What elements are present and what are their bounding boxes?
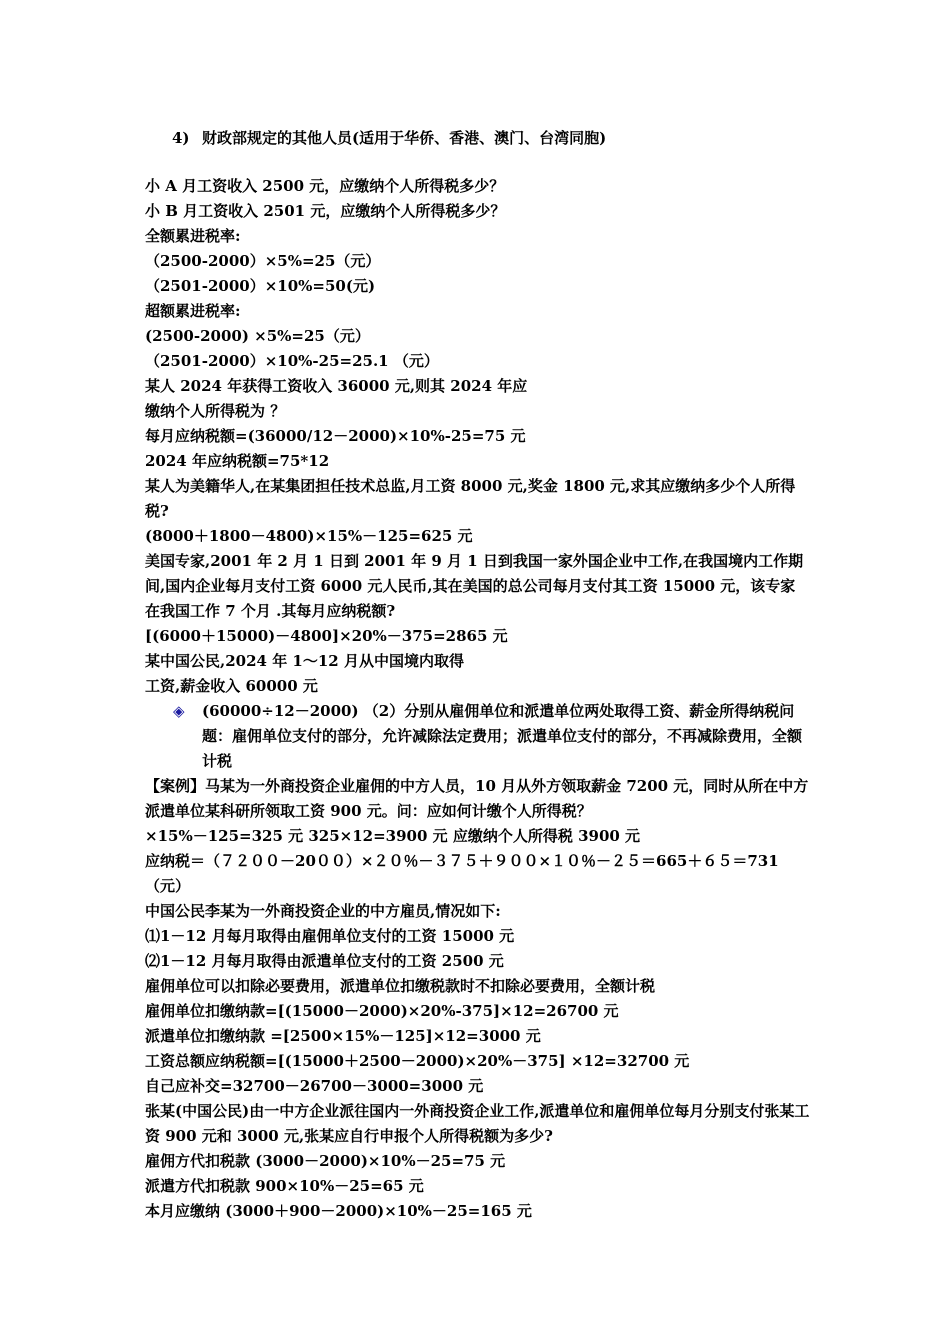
paragraph-american-expert: 美国专家,2001 年 2 月 1 日到 2001 年 9 月 1 日到我国一家外国企业中工作,在我国境内工作期间,国内企业每月支付工资 6000 元人民币,其在美国的总公司每月支付其工资 15000 元，该专家在我国工作 7 个月 .其每月应纳税额? xyxy=(145,552,804,620)
paragraph-case: 【案例】马某为一外商投资企业雇佣的中方人员，10 月从外方领取薪金 7200 元，同时从所在中方派遣单位某科研所领取工资 900 元。问：应如何计缴个人所得税？ xyxy=(145,777,809,820)
bullet-text: (60000÷12－2000) （2）分别从雇佣单位和派遣单位两处取得工资、薪金所得纳税问题：雇佣单位支付的部分，允许减除法定费用；派遣单位支付的部分，不再减除费用，全额计税 xyxy=(202,702,803,770)
text-line: （2501-2000）×10%-25=25.1 （元） xyxy=(145,352,439,370)
paragraph-tax-calc: 应纳税＝（７２００－20００）×２０％－３７５＋９００×１０％－２５＝665＋６５＝731（元） xyxy=(145,852,779,895)
text-line: 每月应纳税额=(36000/12－2000)×10%-25=75 元 xyxy=(145,427,526,445)
text-line: (8000＋1800－4800)×15%－125=625 元 xyxy=(145,527,473,545)
text-line: 中国公民李某为一外商投资企业的中方雇员,情况如下: xyxy=(145,902,501,920)
text-line: （2500-2000）×5%=25（元） xyxy=(145,252,381,270)
paragraph-american-director: 某人为美籍华人,在某集团担任技术总监,月工资 8000 元,奖金 1800 元,求其应缴纳多少个人所得税? xyxy=(145,477,796,520)
text-line: 派遣方代扣税款 900×10%－25=65 元 xyxy=(145,1177,424,1195)
text-line: (2500-2000) ×5%=25（元） xyxy=(145,327,370,345)
text-line: 工资,薪金收入 60000 元 xyxy=(145,677,318,695)
text-line: 派遣单位扣缴纳款 =[2500×15%－125]×12=3000 元 xyxy=(145,1027,541,1045)
text-line: 全额累进税率: xyxy=(145,227,241,245)
text-line: 2024 年应纳税额=75*12 xyxy=(145,452,330,470)
heading-text: 财政部规定的其他人员(适用于华侨、香港、澳门、台湾同胞) xyxy=(202,129,607,147)
text-line: 雇佣方代扣税款 (3000－2000)×10%－25=75 元 xyxy=(145,1152,506,1170)
document-body xyxy=(145,174,810,1224)
section-heading xyxy=(172,126,606,150)
text-line: 某中国公民,2024 年 1～12 月从中国境内取得 xyxy=(145,652,464,670)
text-line: 工资总额应纳税额=[(15000＋2500－2000)×20%－375] ×12=32700 元 xyxy=(145,1052,690,1070)
text-line: 某人 2024 年获得工资收入 36000 元,则其 2024 年应 xyxy=(145,377,528,395)
text-line: ⑴1－12 月每月取得由雇佣单位支付的工资 15000 元 xyxy=(145,927,515,945)
text-line: 小 B 月工资收入 2501 元，应缴纳个人所得税多少？ xyxy=(145,202,506,220)
heading-number: 4) xyxy=(172,129,190,147)
text-line: 缴纳个人所得税为 ？ xyxy=(145,402,286,420)
bullet-item xyxy=(145,699,810,774)
text-line: 雇佣单位扣缴纳款=[(15000－2000)×20%-375]×12=26700 元 xyxy=(145,1002,619,1020)
text-line: 雇佣单位可以扣除必要费用，派遣单位扣缴税款时不扣除必要费用，全额计税 xyxy=(145,977,656,995)
text-line: 自己应补交=32700－26700－3000=3000 元 xyxy=(145,1077,484,1095)
text-line: [(6000＋15000)－4800]×20%－375=2865 元 xyxy=(145,627,508,645)
text-line: ⑵1－12 月每月取得由派遣单位支付的工资 2500 元 xyxy=(145,952,504,970)
text-line: ×15%－125=325 元 325×12=3900 元 应缴纳个人所得税 3900 元 xyxy=(145,827,641,845)
text-line: 本月应缴纳 (3000＋900－2000)×10%－25=165 元 xyxy=(145,1202,532,1220)
text-line: （2501-2000）×10%=50(元) xyxy=(145,277,376,295)
text-line: 超额累进税率: xyxy=(145,302,241,320)
paragraph-zhang: 张某(中国公民)由一中方企业派往国内一外商投资企业工作,派遣单位和雇佣单位每月分别支付张某工资 900 元和 3000 元,张某应自行申报个人所得税额为多少? xyxy=(145,1102,810,1145)
text-line: 小 A 月工资收入 2500 元，应缴纳个人所得税多少？ xyxy=(145,177,505,195)
diamond-bullet-icon: ◈ xyxy=(173,702,185,720)
